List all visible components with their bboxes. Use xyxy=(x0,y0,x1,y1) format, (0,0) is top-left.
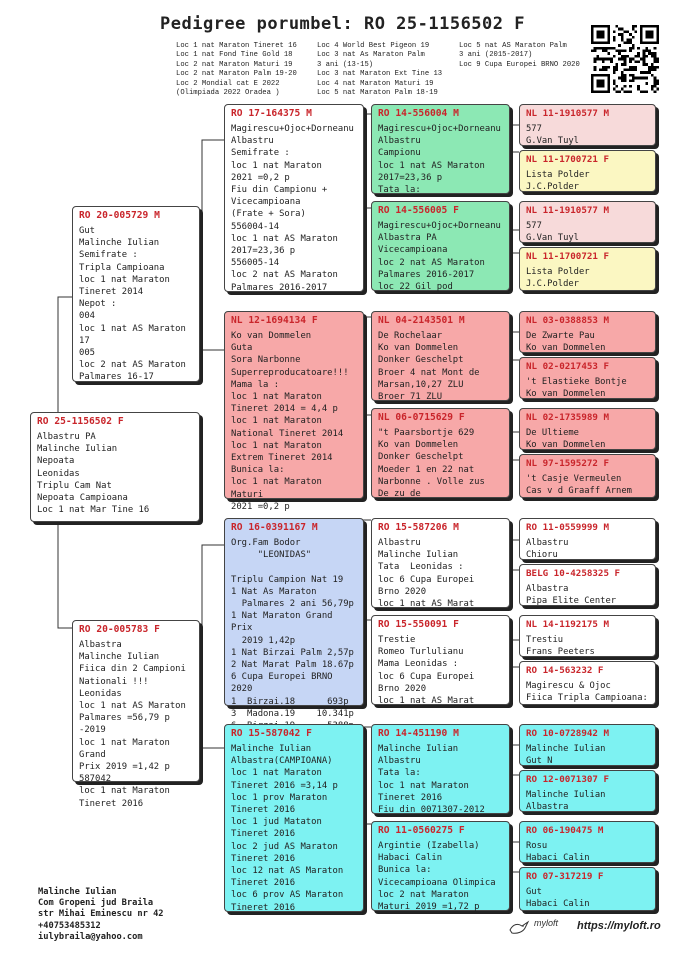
card-details: De Ultieme Ko van Dommelen xyxy=(526,428,606,450)
ring-number: RO 07-317219 F xyxy=(526,871,604,882)
achievement-line: Loc 3 nat Maraton Ext Tine 13 xyxy=(317,70,443,79)
gen4-card[interactable] xyxy=(519,311,656,353)
ring-number: RO 17-164375 M xyxy=(231,108,312,119)
great-grandparent-card[interactable] xyxy=(371,615,510,705)
ring-number: RO 20-005729 M xyxy=(79,210,160,221)
ring-number: RO 06-190475 M xyxy=(526,825,604,836)
achievements-col-3 xyxy=(459,42,580,70)
gen4-card[interactable] xyxy=(519,867,656,911)
gen4-card[interactable] xyxy=(519,770,656,812)
gen4-card[interactable] xyxy=(519,357,656,399)
ring-number: RO 15-587206 M xyxy=(378,522,459,533)
achievement-line: Loc 9 Cupa Europei BRNO 2020 xyxy=(459,60,580,69)
achievement-line: Loc 1 nat Maraton Tineret 16 xyxy=(176,42,297,50)
ring-number: RO 25-1156502 F xyxy=(37,416,124,427)
card-details: Argintie (Izabella) Habaci Calin Bunica la: Vicecampioana Olimpica loc 2 nat Maraton Maturi 2019 =1,72 p xyxy=(378,841,496,913)
card-details: Trestie Romeo Turlulianu Mama Leonidas : loc 6 Cupa Europei Brno 2020 loc 1 nat AS Marat xyxy=(378,635,475,707)
ring-number: RO 14-556005 F xyxy=(378,205,459,216)
card-details: Magirescu+Ojoc+Dorneanu Albastru Semifrate : loc 1 nat Maraton 2021 =0,2 p Fiu din Campionu + Vicecampioana (Frate + Sora) 556004-14 loc 1 nat AS Maraton 2017=23,36 p 556005-14 loc 2 nat AS Maraton Palmares 2016-2017 xyxy=(231,124,354,293)
card-details: Magirescu+Ojoc+Dorneanu Albastru Campionu loc 1 nat AS Maraton 2017=23,36 p Tata la: xyxy=(378,124,501,196)
great-grandparent-card[interactable] xyxy=(371,724,510,814)
great-grandparent-card[interactable] xyxy=(371,408,510,498)
sire-card[interactable] xyxy=(72,206,200,382)
great-grandparent-card[interactable] xyxy=(371,201,510,291)
ring-number: NL 97-1595272 F xyxy=(526,458,609,469)
ring-number: RO 12-0071307 F xyxy=(526,774,609,785)
breeder-email[interactable]: iulybraila@yahoo.com xyxy=(38,931,143,942)
gen4-card[interactable] xyxy=(519,615,656,657)
card-details: Trestiu Frans Peeters xyxy=(526,635,595,657)
page-title: Pedigree porumbel: RO 25-1156502 F xyxy=(160,14,525,34)
gen4-card[interactable] xyxy=(519,821,656,863)
card-details: Ko van Dommelen Guta Sora Narbonne Superreproducatoare!!! Mama la : loc 1 nat Maraton Tineret 2014 = 4,4 p loc 1 nat Maraton National Tineret 2014 loc 1 nat Maraton Extrem Tineret 2014 Bunica la: loc 1 nat Maraton Maturi 2021 =0,2 p xyxy=(231,331,349,512)
ring-number: NL 12-1694134 F xyxy=(231,315,318,326)
ring-number: BELG 10-4258325 F xyxy=(526,568,621,579)
ring-number: NL 02-1735989 M xyxy=(526,412,609,423)
gen4-card[interactable] xyxy=(519,201,656,243)
subject-card[interactable] xyxy=(30,412,200,522)
gen4-card[interactable] xyxy=(519,454,656,498)
grandsire-maternal-card[interactable] xyxy=(224,518,364,719)
great-grandparent-card[interactable] xyxy=(371,821,510,911)
qr-code-icon[interactable] xyxy=(591,25,659,93)
card-details: De Rochelaar Ko van Dommelen Donker Geschelpt Broer 4 nat Mont de Marsan,10,27 ZLU Broer 71 ZLU xyxy=(378,331,480,403)
ring-number: NL 02-0217453 F xyxy=(526,361,609,372)
achievement-line: Loc 4 nat Maraton Maturi 19 xyxy=(317,79,434,88)
card-details: Albastru PA Malinche Iulian Nepoata Leonidas Triplu Cam Nat Nepoata Campioana Loc 1 nat Mar Tine 16 xyxy=(37,432,150,516)
card-details: Lista Polder J.C.Polder xyxy=(526,267,590,289)
gen4-card[interactable] xyxy=(519,518,656,560)
ring-number: NL 11-1700721 F xyxy=(526,251,609,262)
ring-number: NL 11-1910577 M xyxy=(526,205,609,216)
brand-name: myloft xyxy=(534,918,559,928)
card-details: 't Elastieke Bontje Ko van Dommelen xyxy=(526,377,627,399)
gen4-card[interactable] xyxy=(519,661,656,705)
card-details: Lista Polder J.C.Polder xyxy=(526,170,590,192)
card-details: Malinche Iulian Gut N xyxy=(526,744,606,766)
card-details: Magirescu+Ojoc+Dorneanu Albastra PA Vicecampioana loc 2 nat AS Maraton Palmares 2016-2017 loc 22 Gil pod xyxy=(378,221,501,293)
achievement-line: Loc 4 World Best Pigeon 19 xyxy=(317,42,430,50)
card-details: Albastra Malinche Iulian Fiica din 2 Campioni Nationali !!! Leonidas loc 1 nat AS Maraton Palmares =56,79 p -2019 loc 1 nat Maraton Grand Prix 2019 =1,42 p 587042 loc 1 nat Maraton Tineret 2016 xyxy=(79,640,186,809)
gen4-card[interactable] xyxy=(519,104,656,146)
ring-number: RO 15-550091 F xyxy=(378,619,459,630)
achievement-line: (Olimpiada 2022 Oradea ) xyxy=(176,89,280,98)
card-details: Albastru Malinche Iulian Tata Leonidas : loc 6 Cupa Europei Brno 2020 loc 1 nat AS Marat xyxy=(378,538,475,610)
dam-card[interactable] xyxy=(72,620,200,809)
breeder-info xyxy=(38,887,164,943)
achievement-line: Loc 2 nat Maraton Palm 19-20 xyxy=(176,70,297,79)
ring-number: RO 15-587042 F xyxy=(231,728,312,739)
achievements-col-2 xyxy=(317,42,442,98)
achievement-line: Loc 3 nat As Maraton Palm xyxy=(317,51,425,60)
card-details: Gut Habaci Calin xyxy=(526,887,590,909)
achievement-line: Loc 5 nat AS Maraton Palm xyxy=(459,42,567,50)
achievement-line: Loc 1 nat Fond Tine Gold 18 xyxy=(176,51,293,60)
card-details: "t Paarsbortje 629 Ko van Dommelen Donker Geschelpt Moeder 1 en 22 nat Narbonne . Volle zus De zu de xyxy=(378,428,485,500)
breeder-address: Com Gropeni jud Braila xyxy=(38,898,154,909)
pigeon-logo-icon xyxy=(508,918,532,938)
card-details: Malinche Iulian Albastra(CAMPIOANA) loc 1 nat Maraton Tineret 2016 =3,14 p loc 1 prov Maraton Tineret 2016 loc 1 jud Mataton Tineret 2016 loc 2 jud AS Maraton Tineret 2016 loc 12 nat AS Maraton Tineret 2016 loc 6 prov AS Maraton Tineret 2016 xyxy=(231,744,344,913)
granddam-paternal-card[interactable] xyxy=(224,311,364,512)
achievement-line: Loc 2 Mondial cat E 2022 xyxy=(176,79,280,88)
breeder-phone[interactable]: +40753485312 xyxy=(38,920,101,931)
gen4-card[interactable] xyxy=(519,564,656,606)
ring-number: RO 11-0559999 M xyxy=(526,522,609,533)
website-link[interactable]: https://myloft.ro xyxy=(577,920,661,932)
card-details: Rosu Habaci Calin xyxy=(526,841,590,863)
great-grandparent-card[interactable] xyxy=(371,311,510,401)
granddam-maternal-card[interactable] xyxy=(224,724,364,912)
ring-number: NL 14-1192175 M xyxy=(526,619,609,630)
ring-number: NL 03-0388853 M xyxy=(526,315,609,326)
gen4-card[interactable] xyxy=(519,150,656,192)
card-details: 577 G.Van Tuyl xyxy=(526,124,579,146)
ring-number: RO 16-0391167 M xyxy=(231,522,318,533)
card-details: De Zwarte Pau Ko van Dommelen xyxy=(526,331,606,353)
ring-number: NL 06-0715629 F xyxy=(378,412,465,423)
ring-number: RO 14-451190 M xyxy=(378,728,459,739)
ring-number: NL 04-2143501 M xyxy=(378,315,465,326)
ring-number: NL 11-1700721 F xyxy=(526,154,609,165)
card-details: Gut Malinche Iulian Semifrate : Tripla Campioana loc 1 nat Maraton Tineret 2014 Nepot : 004 loc 1 nat AS Maraton 17 005 loc 2 nat AS Maraton Palmares 16-17 xyxy=(79,226,186,383)
card-details: Malinche Iulian Albastra xyxy=(526,790,606,812)
great-grandparent-card[interactable] xyxy=(371,104,510,194)
card-details: Albastru Chioru xyxy=(526,538,569,560)
card-details: Magirescu & Ojoc Fiica Tripla Campioana: xyxy=(526,681,648,703)
achievement-line: 3 ani (2015-2017) xyxy=(459,51,533,60)
breeder-name: Malinche Iulian xyxy=(38,887,117,897)
breeder-street: str Mihai Eminescu nr 42 xyxy=(38,909,164,920)
gen4-card[interactable] xyxy=(519,724,656,766)
ring-number: RO 10-0728942 M xyxy=(526,728,609,739)
achievement-line: Loc 2 nat Maraton Maturi 19 xyxy=(176,60,293,69)
ring-number: RO 11-0560275 F xyxy=(378,825,465,836)
card-details: Malinche Iulian Albastru Tata la: loc 1 nat Maraton Tineret 2016 Fiu din 0071307-2012 xyxy=(378,744,485,816)
ring-number: NL 11-1910577 M xyxy=(526,108,609,119)
achievements-col-1 xyxy=(176,42,297,98)
card-details: 't Casje Vermeulen Cas v d Graaff Arnem xyxy=(526,474,632,496)
ring-number: RO 14-563232 F xyxy=(526,665,604,676)
great-grandparent-card[interactable] xyxy=(371,518,510,608)
ring-number: RO 20-005783 F xyxy=(79,624,160,635)
card-details: 577 G.Van Tuyl xyxy=(526,221,579,243)
gen4-card[interactable] xyxy=(519,408,656,450)
achievement-line: Loc 5 nat Maraton Palm 18-19 xyxy=(317,89,438,98)
gen4-card[interactable] xyxy=(519,247,656,291)
ring-number: RO 14-556004 M xyxy=(378,108,459,119)
card-details: Org.Fam Bodor "LEONIDAS" Triplu Campion Nat 19 1 Nat As Maraton Palmares 2 ani 56,79p 1 Nat Maraton Grand Prix 2019 1,42p 1 Nat Birzai Palm 2,57p 2 Nat Marat Palm 18.67p 6 Cupa Europei BRNO 2020 1 Birzai.18 693p 3 Madona.19 10.341p xyxy=(231,538,354,719)
achievement-line: 3 ani (13-15) xyxy=(317,60,374,69)
card-details: Albastra Pipa Elite Center xyxy=(526,584,617,606)
grandsire-paternal-card[interactable] xyxy=(224,104,364,292)
